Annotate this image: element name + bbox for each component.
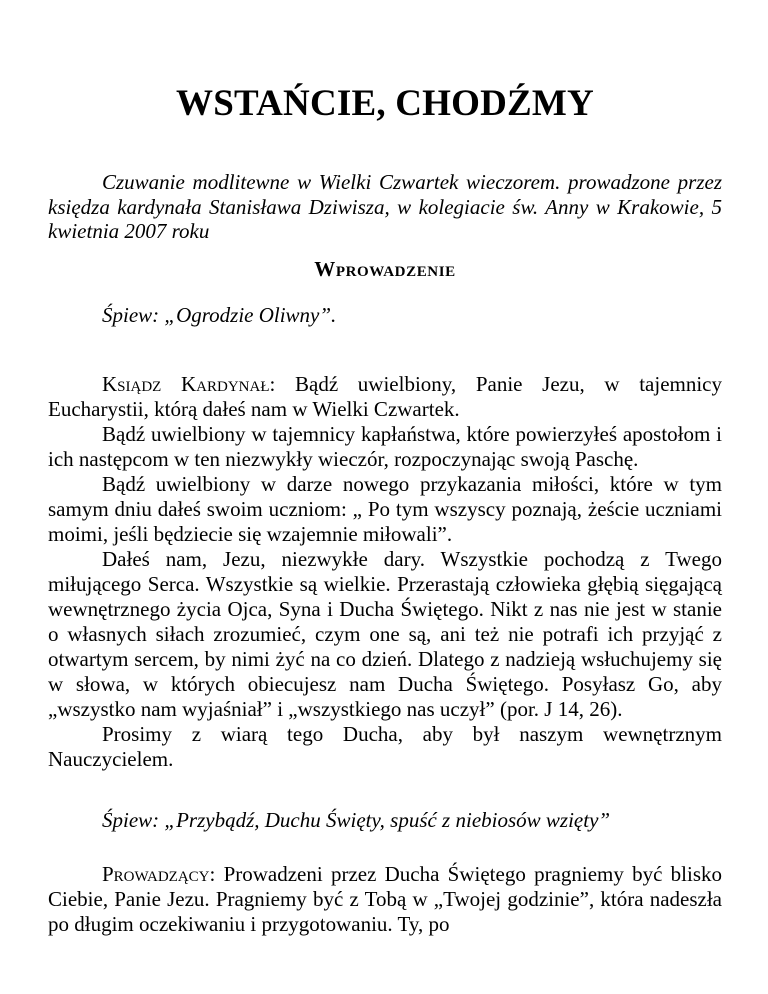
body-block-2 [48,862,722,937]
paragraph: Prosimy z wiarą tego Ducha, aby był naszym wewnętrznym Nauczycielem. [48,722,722,771]
paragraph: Dałeś nam, Jezu, niezwykłe dary. Wszystkie pochodzą z Twego miłującego Serca. Wszystkie są wielkie. Przerastają człowieka głębią sięgającą wewnętrznego życia Ojca, Syna i Ducha Świętego. Nikt z nas nie jest w stanie o własnych siłach zrozumieć, czym one są, ani też nie potrafi ich przyjąć z otwartym sercem, by nimi żyć na co dzień. Dlatego z nadzieją wsłuchujemy się w słowa, w których obiecujesz nam Ducha Świętego. Posyłasz Go, aby „wszystko nam wyjaśniał” i „wszystkiego nas uczył” (por. J 14, 26). [48,547,722,721]
paragraph-text: : Prowadzeni przez Ducha Świętego pragniemy być blisko Ciebie, Panie Jezu. Pragniemy być z Tobą w „Twojej godzinie”, która nadeszła po długim oczekiwaniu i przygotowaniu. Ty, po [48,862,722,936]
paragraph [48,862,722,937]
paragraph-text: : Bądź uwielbiony, Panie Jezu, w tajemnicy Eucharystii, którą dałeś nam w Wielki Czwartek. [48,372,723,421]
rubric-song-2: Śpiew: „Przybądź, Duchu Święty, spuść z niebiosów wzięty” [102,808,611,832]
speaker-label: Ksiądz Kardynał [102,372,270,396]
paragraph: Bądź uwielbiony w darze nowego przykazania miłości, które w tym samym dniu dałeś swoim uczniom: „ Po tym wszyscy poznają, żeście uczniami moimi, jeśli będziecie się wzajemnie miłowali”. [48,472,722,546]
speaker-label: Prowadzący [102,862,210,886]
paragraph: Bądź uwielbiony w tajemnicy kapłaństwa, które powierzyłeś apostołom i ich następcom w ten niezwykły wieczór, rozpoczynając swoją Paschę. [48,422,722,471]
page-title: WSTAŃCIE, CHODŹMY [176,83,594,124]
section-heading: Wprowadzenie [314,257,456,281]
subtitle: Czuwanie modlitewne w Wielki Czwartek wieczorem. prowadzone przez księdza kardynała Stanisława Dziwisza, w kolegiacie św. Anny w Krakowie, 5 kwietnia 2007 roku [48,170,722,243]
rubric-block-1 [48,303,722,328]
rubric-song-1: Śpiew: „Ogrodzie Oliwny”. [102,303,337,327]
body-block [48,372,722,772]
rubric-block-2 [48,808,722,833]
paragraph [48,372,722,422]
